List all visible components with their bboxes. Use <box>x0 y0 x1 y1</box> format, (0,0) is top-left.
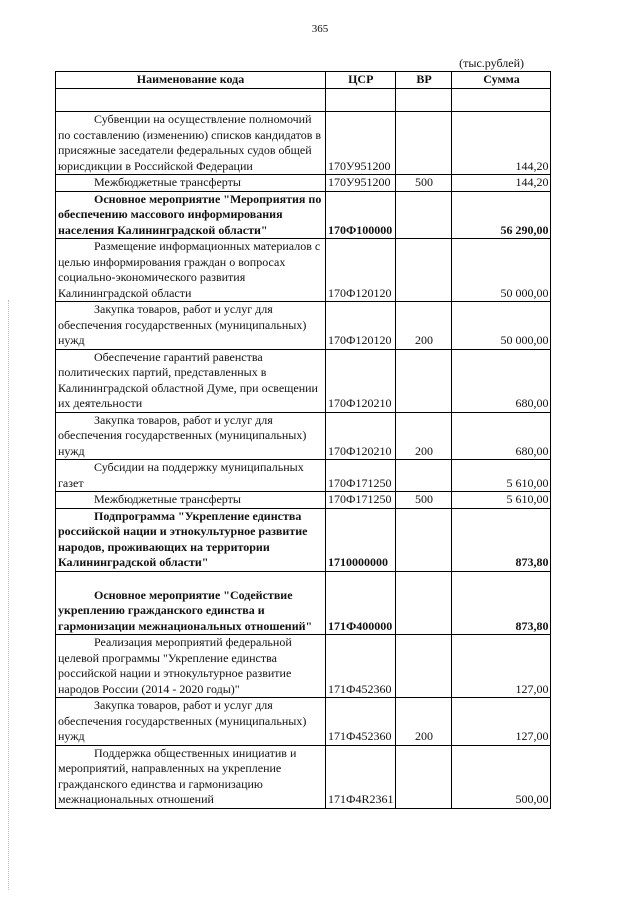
row-sum: 144,20 <box>452 112 551 175</box>
row-vr: 500 <box>396 492 452 509</box>
row-csr: 171Ф452360 <box>326 698 396 746</box>
row-name: Межбюджетные трансферты <box>56 492 326 509</box>
row-vr <box>396 571 452 635</box>
table-row <box>56 460 551 492</box>
table-row <box>56 239 551 302</box>
row-csr: 170Ф171250 <box>326 460 396 492</box>
row-sum: 50 000,00 <box>452 302 551 350</box>
row-sum: 500,00 <box>452 745 551 808</box>
header-name: Наименование кода <box>56 72 326 89</box>
row-name: Реализация мероприятий федеральной целевой программы "Укрепление единства российской нации и этнокультурное развитие народов России (2014 - 2020 годы)" <box>56 635 326 698</box>
table-row <box>56 302 551 350</box>
row-vr <box>396 460 452 492</box>
table-row <box>56 635 551 698</box>
row-vr <box>396 508 452 571</box>
row-vr: 500 <box>396 175 452 192</box>
row-sum: 873,80 <box>452 508 551 571</box>
row-csr: 1710000000 <box>326 508 396 571</box>
row-csr: 170Ф120210 <box>326 412 396 460</box>
row-name: Закупка товаров, работ и услуг для обеспечения государственных (муниципальных) нужд <box>56 412 326 460</box>
row-name: Основное мероприятие "Содействие укреплению гражданского единства и гармонизации межнациональных отношений" <box>56 571 326 635</box>
row-sum: 5 610,00 <box>452 492 551 509</box>
row-name: Субсидии на поддержку муниципальных газет <box>56 460 326 492</box>
row-csr: 170Ф120210 <box>326 349 396 412</box>
row-sum: 127,00 <box>452 698 551 746</box>
table-row <box>56 175 551 192</box>
row-name: Размещение информационных материалов с целью информирования граждан о вопросах социально-экономического развития Калининградской области <box>56 239 326 302</box>
row-vr <box>396 635 452 698</box>
table-header-row <box>56 72 551 89</box>
row-sum: 5 610,00 <box>452 460 551 492</box>
row-csr: 170Ф120120 <box>326 239 396 302</box>
row-csr: 170Ф171250 <box>326 492 396 509</box>
row-vr <box>396 349 452 412</box>
row-vr <box>396 191 452 239</box>
budget-table <box>55 71 551 809</box>
scan-margin-line <box>8 300 9 890</box>
row-csr: 171Ф400000 <box>326 571 396 635</box>
table-row <box>56 412 551 460</box>
table-row <box>56 492 551 509</box>
row-vr <box>396 745 452 808</box>
row-name: Подпрограмма "Укрепление единства российской нации и этнокультурное развитие народов, проживающих на территории Калининградской области" <box>56 508 326 571</box>
row-sum: 680,00 <box>452 349 551 412</box>
row-csr: 171Ф4R2361 <box>326 745 396 808</box>
row-sum: 56 290,00 <box>452 191 551 239</box>
row-sum: 680,00 <box>452 412 551 460</box>
header-sum: Сумма <box>452 72 551 89</box>
row-csr: 170У951200 <box>326 175 396 192</box>
row-vr: 200 <box>396 698 452 746</box>
row-sum: 873,80 <box>452 571 551 635</box>
row-sum: 144,20 <box>452 175 551 192</box>
row-name: Субвенции на осуществление полномочий по составлению (изменению) списков кандидатов в присяжные заседатели федеральных судов общей юрисдикции в Российской Федерации <box>56 112 326 175</box>
row-name: Закупка товаров, работ и услуг для обеспечения государственных (муниципальных) нужд <box>56 698 326 746</box>
header-vr: ВР <box>396 72 452 89</box>
table-row <box>56 698 551 746</box>
row-name: Межбюджетные трансферты <box>56 175 326 192</box>
row-vr <box>396 112 452 175</box>
table-row <box>56 508 551 571</box>
row-csr: 170Ф120120 <box>326 302 396 350</box>
row-sum: 127,00 <box>452 635 551 698</box>
row-name: Поддержка общественных инициатив и мероприятий, направленных на укрепление гражданского единства и гармонизацию межнациональных отношений <box>56 745 326 808</box>
units-label: (тыс.рублей) <box>459 56 524 70</box>
table-spacer-row <box>56 89 551 112</box>
row-vr <box>396 239 452 302</box>
row-name: Основное мероприятие "Мероприятия по обеспечению массового информирования населения Калининградской области" <box>56 191 326 239</box>
table-row <box>56 191 551 239</box>
row-sum: 50 000,00 <box>452 239 551 302</box>
row-vr: 200 <box>396 412 452 460</box>
row-csr: 170Ф100000 <box>326 191 396 239</box>
row-csr: 171Ф452360 <box>326 635 396 698</box>
row-vr: 200 <box>396 302 452 350</box>
table-row <box>56 745 551 808</box>
table-row <box>56 349 551 412</box>
row-name: Обеспечение гарантий равенства политических партий, представленных в Калининградской областной Думе, при освещении их деятельности <box>56 349 326 412</box>
table-row <box>56 571 551 635</box>
page-number: 365 <box>311 23 329 35</box>
row-csr: 170У951200 <box>326 112 396 175</box>
row-name: Закупка товаров, работ и услуг для обеспечения государственных (муниципальных) нужд <box>56 302 326 350</box>
header-csr: ЦСР <box>326 72 396 89</box>
table-row <box>56 112 551 175</box>
